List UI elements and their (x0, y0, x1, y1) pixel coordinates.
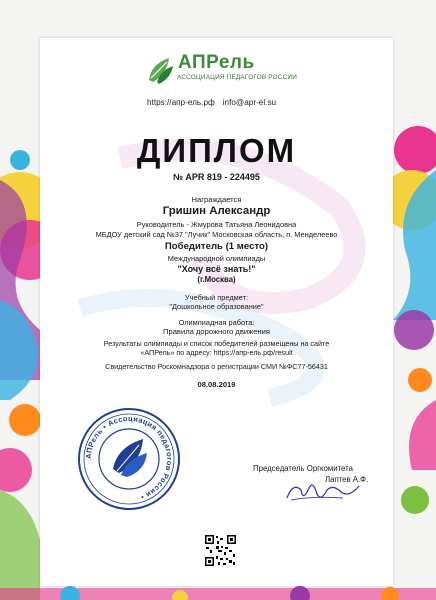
school: МБДОУ детский сад №37 "Лучик" Московская область, п. Менделеево (95, 230, 338, 239)
subject-label: Учебный предмет: (184, 293, 249, 302)
work-title: Правила дорожного движения (163, 327, 270, 336)
results-line-1: Результаты олимпиады и список победителей размещены на сайте (103, 339, 330, 348)
supervisor: Руководитель - Жмурова Татьяна Леонидовна (136, 220, 297, 229)
diploma-number: № APR 819 - 224495 (173, 172, 260, 182)
logo-tagline: АССОЦИАЦИЯ ПЕДАГОГОВ РОССИИ (177, 74, 298, 81)
site-link[interactable]: https://апр-ель.рф (147, 98, 215, 107)
signature (283, 476, 363, 506)
email-link[interactable]: info@apr-el.su (222, 98, 277, 107)
qr-code[interactable] (204, 534, 237, 567)
seal-text: АПРель • Ассоциация педагогов России • (83, 413, 175, 503)
work-label: Олимпиадная работа: (178, 318, 255, 327)
olympiad-name: "Хочу всё знать!" (177, 264, 256, 274)
city: (г.Москва) (197, 275, 236, 284)
association-seal (77, 407, 181, 511)
chair-title: Председатель Оргкомитета (253, 464, 353, 473)
page-title: ДИПЛОМ (136, 132, 297, 169)
logo-name: АПРель (178, 52, 255, 73)
certificate-line: Свидетельство Роскомнадзора о регистрации СМИ №ФС77-56431 (105, 362, 328, 371)
awarded-label: Награждается (191, 195, 242, 204)
contacts (147, 98, 284, 107)
olympiad-label: Международной олимпиады (167, 254, 266, 263)
chair-name: Лаптев А.Ф. (325, 475, 369, 484)
results-line-2: «АПРель» по адресу: https://апр-ель.рф/result (140, 348, 293, 357)
bottom-decoration (0, 586, 436, 600)
place: Победитель (1 место) (164, 241, 269, 252)
recipient-name: Гришин Александр (162, 205, 271, 217)
subject: "Дошкольное образование" (169, 302, 264, 311)
leaf-logo-icon (145, 54, 177, 86)
issue-date: 08.08.2019 (197, 380, 236, 389)
